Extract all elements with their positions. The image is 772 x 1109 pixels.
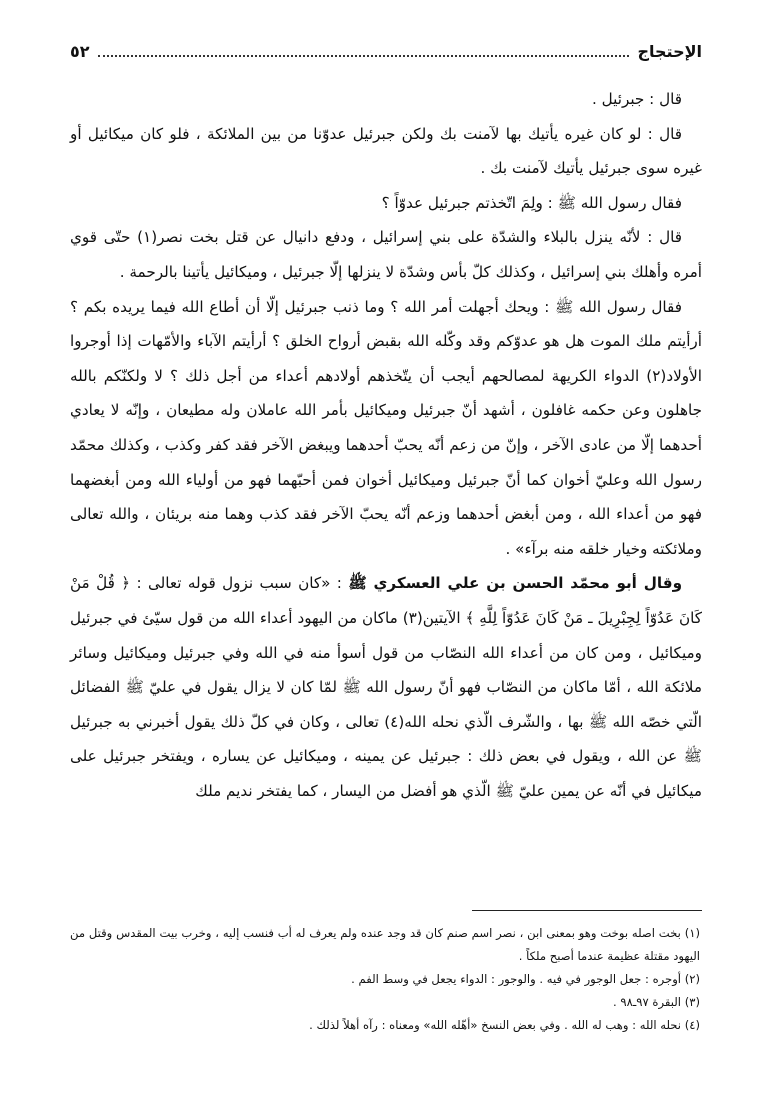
book-page bbox=[70, 42, 702, 1032]
paragraph: قال : لأنّه ينزل بالبلاء والشدّة على بني إسرائيل ، ودفع دانيال عن قتل بخت نصر(١) حتّى قوي أمره وأهلك بني إسرائيل ، وكذلك كلّ بأس وشدّة لا ينزلها إلّا جبرئيل ، وميكائيل يأتينا بالرحمة . bbox=[70, 228, 702, 281]
paragraph: قال : جبرئيل . bbox=[591, 90, 682, 108]
book-title: الإحتجاج bbox=[637, 42, 702, 61]
hadith-text: : «كان سبب نزول قوله تعالى : ﴿ قُلْ مَنْ كَانَ عَدُوّاً لِجِبْرِيلَ ـ مَنْ كَانَ عَدُوّاً لِلَّهِ ﴾ الآيتين(٣) ماكان من اليهود أعداء الله من قول سيّئ في جبرئيل وميكائيل ، ومن كان من أعداء الله النصّاب من قول أسوأ منه في الله وفي جبرئيل وميكائيل وسائر ملائكة الله ، أمّا ماكان من النصّاب فهو أنّ رسول الله ﷺ لمّا كان لا يزال يقول في عليّ ﷺ الفضائل الّتي خصّه الله ﷺ بها ، والشّرف الّذي نحله الله(٤) تعالى ، وكان في كلّ ذلك يقول أخبرني به جبرئيل ﷺ عن الله ، ويقول في بعض ذلك : جبرئيل عن يمينه ، وميكائيل عن يساره ، ويفتخر جبرئيل على ميكائيل في أنّه عن يمين عليّ ﷺ الّذي هو أفضل من اليسار ، كما يفتخر نديم ملك bbox=[70, 574, 702, 800]
footnote: (١) بخت اصله بوخت وهو بمعنى ابن ، نصر اسم صنم كان قد وجد عنده ولم يعرف له أب فنسب إليه ، وخرب بيت المقدس وقتل من اليهود مقتلة عظيمة عندما أصبح ملكاً . bbox=[70, 926, 700, 963]
narrator-lead: وقال أبو محمّد الحسن بن علي العسكري ﷺ bbox=[348, 574, 683, 593]
paragraph: فقال رسول الله ﷺ : ويحك أجهلت أمر الله ؟ وما ذنب جبرئيل إلّا أن أطاع الله فيما يريده بكم ؟ أرأيتم ملك الموت هل هو عدوّكم وقد وكّله الله بقبض أرواح الخلق ؟ أرأيتم الآباء والأمّهات إذا أوجروا الأولاد(٢) الدواء الكريهة لمصالحهم أيجب أن يتّخذهم أولادهم أعداء من أجل ذلك ؟ لا ولكنّكم بالله جاهلون وعن حكمه غافلون ، أشهد أنّ جبرئيل وميكائيل بأمر الله عاملان وله مطيعان ، وإنّه لا يعادي أحدهما إلّا من عادى الآخر ، وإنّ من زعم أنّه يحبّ أحدهما ويبغض الآخر فقد كفر وكذب ، وكذلك محمّد رسول الله وعليّ أخوان كما أنّ جبرئيل وميكائيل أخوان فمن أحبّهما فهو من أولياء الله ومن أبغضهما فهو من أعداء الله ، ومن أبغض أحدهما وزعم أنّه يحبّ الآخر فقد كذب وهما منه بريئان ، والله تعالى وملائكته وخيار خلقه منه برآء» . bbox=[70, 297, 702, 558]
footnotes bbox=[70, 922, 702, 1037]
running-head bbox=[70, 42, 702, 72]
footnote: (٢) أوجره : جعل الوجور في فيه . والوجور : الدواء يجعل في وسط الفم . bbox=[351, 972, 700, 986]
page-number: ٥٢ bbox=[70, 42, 90, 61]
footnote: (٤) نحله الله : وهب له الله . وفي بعض النسخ «أهّله الله» ومعناه : رآه أهلاً لذلك . bbox=[309, 1018, 700, 1032]
leader-dots bbox=[98, 45, 630, 57]
paragraph: قال : لو كان غيره يأتيك بها لآمنت بك ولكن جبرئيل عدوّنا من بين الملائكة ، فلو كان ميكائيل أو غيره سوى جبرئيل يأتيك لآمنت بك . bbox=[70, 124, 702, 178]
paragraph-hadith bbox=[70, 566, 702, 808]
footnote: (٣) البقرة ٩٧ـ٩٨ . bbox=[613, 995, 700, 1009]
body-text bbox=[70, 82, 702, 808]
paragraph: فقال رسول الله ﷺ : ولِمَ اتّخذتم جبرئيل عدوّاً ؟ bbox=[381, 193, 682, 212]
footnote-divider bbox=[472, 910, 702, 911]
